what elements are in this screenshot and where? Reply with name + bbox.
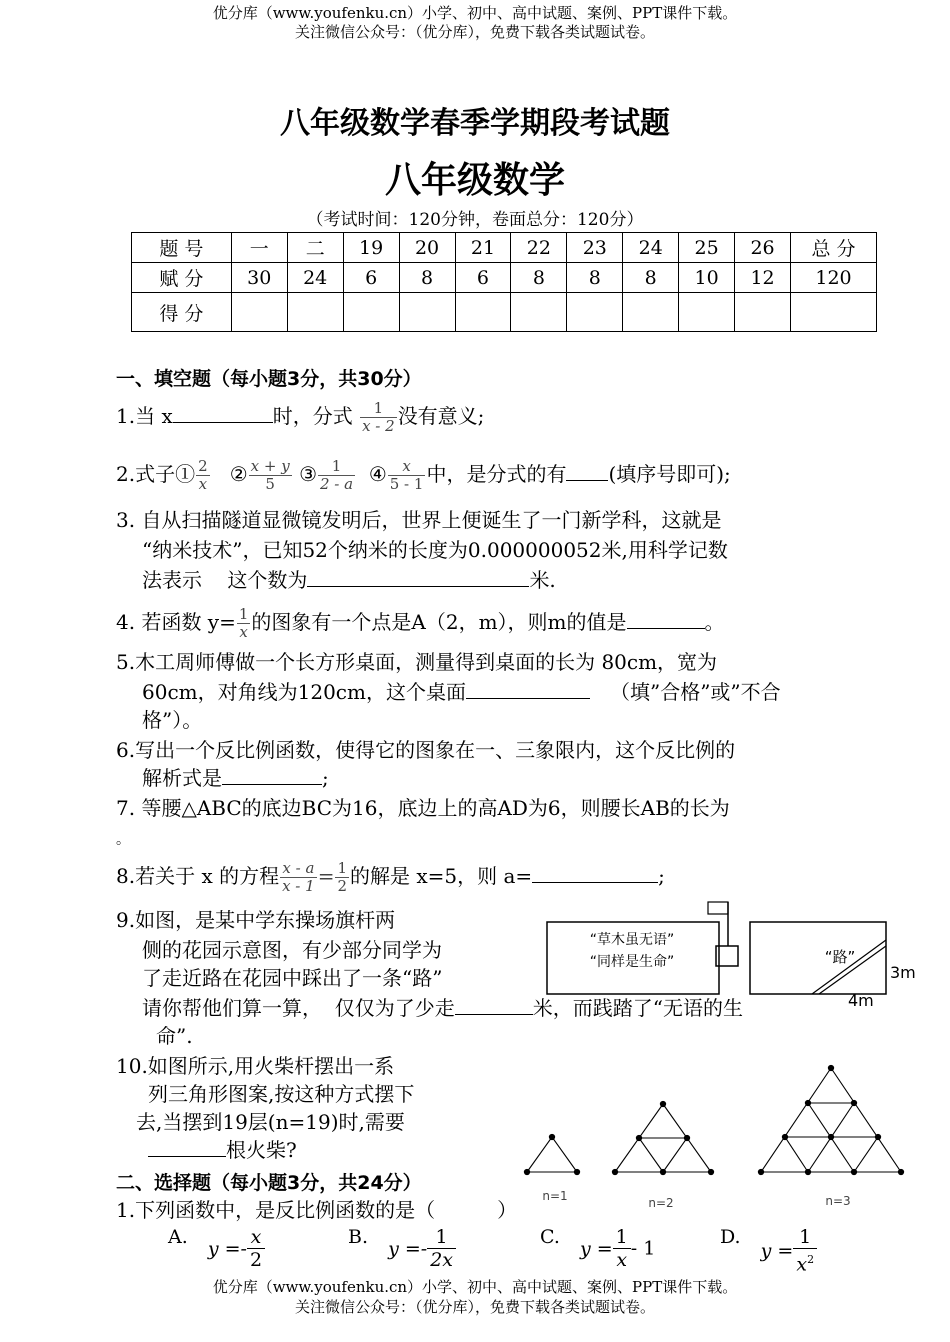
sign-text-1: “草木虽无语” [589,932,675,948]
denominator: x [613,1248,631,1271]
q1-text-c: 没有意义; [397,404,485,428]
footer-line-1: 优分库（www.youfenku.cn）小学、初中、高中试题、案例、PPT课件下载。 [212,1278,738,1296]
option-a-label: A. [168,1226,188,1248]
option-a[interactable] [168,1226,265,1271]
q4-text-b: 的图象有一个点是A（2，m），则m的值是 [251,610,627,634]
q8-text-a: 8.若关于 x 的方程 [116,864,280,888]
score-entry-cell[interactable] [287,293,343,332]
fraction [335,860,349,895]
table-cell: 总 分 [791,233,877,263]
flag-icon [708,902,728,914]
option-d[interactable] [720,1226,817,1275]
option-c[interactable] [540,1226,655,1271]
option-c-label: C. [540,1226,560,1248]
fraction [360,400,397,435]
table-cell: 8 [567,263,623,293]
table-cell: 二 [287,233,343,263]
answer-blank[interactable] [566,460,608,481]
n2-label: n=2 [648,1196,674,1210]
denominator: 5 [249,475,292,493]
numerator: 1 [435,1226,448,1248]
score-entry-cell[interactable] [679,293,735,332]
q3-text-b: 米. [529,568,556,592]
question-7-line-2: 。 [116,832,130,848]
fraction [388,458,426,493]
score-entry-cell[interactable] [791,293,877,332]
numerator: x + y [250,457,290,475]
table-cell: 21 [455,233,511,263]
option-d-label: D. [720,1226,741,1248]
numerator: x [402,457,411,475]
question-5-line-3: 格”）。 [142,708,203,732]
question-7-line-1: 7. 等腰△ABC的底边BC为16，底边上的高AD为6，则腰长AB的长为 [116,796,730,820]
table-cell: 得 分 [132,293,232,332]
denominator: 2 [337,877,347,895]
table-cell: 19 [343,233,399,263]
option-c-lhs: y = [579,1237,613,1260]
answer-blank[interactable] [307,566,529,587]
numerator: 1 [615,1226,628,1248]
question-10-line-1: 10.如图所示,用火柴杆摆出一系 [116,1054,395,1078]
denominator-base: x [796,1253,808,1276]
footer-line-2: 关注微信公众号：（优分库），免费下载各类试题试卷。 [294,1298,655,1316]
question-9-line-1: 9.如图，是某中学东操场旗杆两 [116,908,396,932]
q5-text-a: 60cm，对角线为120cm，这个桌面 [142,680,466,704]
fraction [249,458,292,493]
header-line-1: 优分库（www.youfenku.cn）小学、初中、高中试题、案例、PPT课件下载。 [212,4,738,22]
question-3-line-3 [142,566,556,595]
fraction [196,458,210,493]
score-entry-cell[interactable] [735,293,791,332]
q5-text-b: （填”合格”或”不合 [609,680,781,704]
question-6-line-2 [142,764,329,793]
n1-label: n=1 [542,1189,568,1203]
q8-text-c: 的解是 x=5，则 a= [350,864,533,888]
score-entry-cell[interactable] [343,293,399,332]
table-cell: 12 [735,263,791,293]
question-8 [116,860,665,895]
q1-text-b: 时，分式 [272,404,353,428]
answer-blank[interactable] [466,678,590,699]
option-b-label: B. [348,1226,369,1248]
q4-text-c: 。 [704,610,725,634]
q2-text-e: 中，是分式的有 [426,462,567,486]
fraction [247,1226,265,1271]
q2-text-b: ② [229,462,248,486]
score-entry-cell[interactable] [455,293,511,332]
mc-question-1 [116,1196,517,1225]
table-cell: 24 [287,263,343,293]
question-3-line-1: 3. 自从扫描隧道显微镜发明后，世界上便诞生了一门新学科，这就是 [116,508,722,532]
q1-text-a: 1.当 x [116,404,173,428]
question-5-line-1: 5.木工周师傅做一个长方形桌面，测量得到桌面的长为 80cm，宽为 [116,650,718,674]
fraction [613,1226,631,1271]
question-10-line-2: 列三角形图案,按这种方式摆下 [148,1082,415,1106]
score-entry-cell[interactable] [231,293,287,332]
q2-text-a: 2.式子① [116,462,196,486]
numerator: 1 [373,399,384,417]
right-garden-rect [750,922,886,994]
question-10-line-3: 去,当摆到19层(n=19)时,需要 [136,1110,405,1134]
option-b-lhs: y =- [388,1237,428,1260]
table-cell: 22 [511,233,567,263]
question-9-line-2: 侧的花园示意图，有少部分同学为 [142,938,442,962]
sign-text-2: “同样是生命” [589,954,675,970]
q2-text-d: ④ [368,462,387,486]
mc1-stem: 1.下列函数中，是反比例函数的是（ [116,1198,436,1222]
score-table [131,232,877,332]
denominator: x - 1 [282,877,315,895]
fraction [427,1226,456,1271]
question-4 [116,606,725,641]
answer-blank[interactable] [222,764,322,785]
road-label: “路” [824,948,856,966]
question-2 [116,458,731,493]
fraction [318,458,355,493]
table-cell: 6 [455,263,511,293]
exponent: 2 [807,1253,815,1266]
q6-text-a: 解析式是 [142,766,222,790]
matchstick-triangles-figure [515,1062,915,1212]
table-cell: 26 [735,233,791,263]
denominator: 2 [247,1248,265,1271]
question-9-line-3: 了走近路在花园中踩出了一条“路” [142,966,443,990]
table-cell: 25 [679,233,735,263]
option-a-lhs: y =- [207,1237,247,1260]
denominator: 5 - 1 [389,475,424,493]
n3-label: n=3 [825,1194,851,1208]
q4-text-a: 4. 若函数 y= [116,610,236,634]
question-3-line-2: “纳米技术”，已知52个纳米的长度为0.000000052米,用科学记数 [142,538,728,562]
score-table-row-points [132,263,877,293]
numerator: 1 [238,605,249,623]
answer-blank[interactable] [455,994,533,1015]
q6-text-b: ; [322,766,329,790]
option-b[interactable] [348,1226,456,1271]
table-cell: 6 [343,263,399,293]
table-cell: 120 [791,263,877,293]
denominator: x [237,623,251,641]
table-cell: 赋 分 [132,263,232,293]
table-cell: 20 [399,233,455,263]
q3-text-a: 法表示 这个数为 [142,568,308,592]
dim-4m-label: 4m [848,991,874,1006]
numerator: 1 [799,1226,812,1248]
mc1-close-paren: ） [497,1198,518,1222]
question-9-line-5: 命”. [156,1024,193,1048]
answer-blank[interactable] [148,1136,226,1157]
denominator [793,1248,817,1275]
table-cell: 10 [679,263,735,293]
fraction [280,860,317,895]
table-cell: 一 [231,233,287,263]
numerator: 2 [198,457,208,475]
dim-3m-label: 3m [890,963,916,982]
question-10-line-4 [148,1136,297,1165]
q9-text-a: 请你帮他们算一算， 仅仅为了少走 [142,996,455,1020]
exam-title: 八年级数学春季学期段考试题 [280,106,670,141]
numerator: 1 [337,859,347,877]
q2-text-c: ③ [299,462,317,486]
fraction [237,606,251,641]
score-entry-cell[interactable] [399,293,455,332]
exam-info: （考试时间：120分钟，卷面总分：120分） [306,210,644,230]
score-table-row-earned [132,293,877,332]
header-line-2: 关注微信公众号：（优分库），免费下载各类试题试卷。 [294,23,655,41]
table-cell: 24 [623,233,679,263]
table-cell: 8 [511,263,567,293]
question-1 [116,400,484,435]
numerator: 1 [331,457,342,475]
option-d-lhs: y = [760,1239,794,1262]
denominator: 2x [427,1248,456,1271]
score-entry-cell[interactable] [567,293,623,332]
section1-heading: 一、填空题（每小题3分，共30分） [116,368,422,390]
numerator: x [250,1226,262,1248]
option-c-tail: - 1 [630,1237,656,1260]
table-cell: 8 [399,263,455,293]
table-cell: 题 号 [132,233,232,263]
question-6-line-1: 6.写出一个反比例函数，使得它的图象在一、三象限内，这个反比例的 [116,738,736,762]
table-cell: 8 [623,263,679,293]
question-5-line-2 [142,678,781,707]
denominator: x - 2 [362,417,395,435]
q2-text-f: (填序号即可); [608,462,731,486]
score-entry-cell[interactable] [623,293,679,332]
q10-text: 根火柴? [226,1138,297,1162]
answer-blank[interactable] [627,608,705,629]
score-entry-cell[interactable] [511,293,567,332]
answer-blank[interactable] [173,402,273,423]
table-cell: 23 [567,233,623,263]
score-table-row-items [132,233,877,263]
q8-text-d: ; [658,864,665,888]
equals-sign: = [317,864,335,888]
section2-heading: 二、选择题（每小题3分，共24分） [116,1172,422,1194]
answer-blank[interactable] [532,862,658,883]
denominator: x [196,475,210,493]
table-cell: 30 [231,263,287,293]
q9-text-b: 米，而践踏了“无语的生 [532,996,743,1020]
denominator: 2 - a [320,475,354,493]
garden-diagram [540,896,920,1006]
numerator: x - a [282,859,315,877]
exam-subtitle: 八年级数学 [384,159,565,201]
fraction [793,1226,817,1275]
